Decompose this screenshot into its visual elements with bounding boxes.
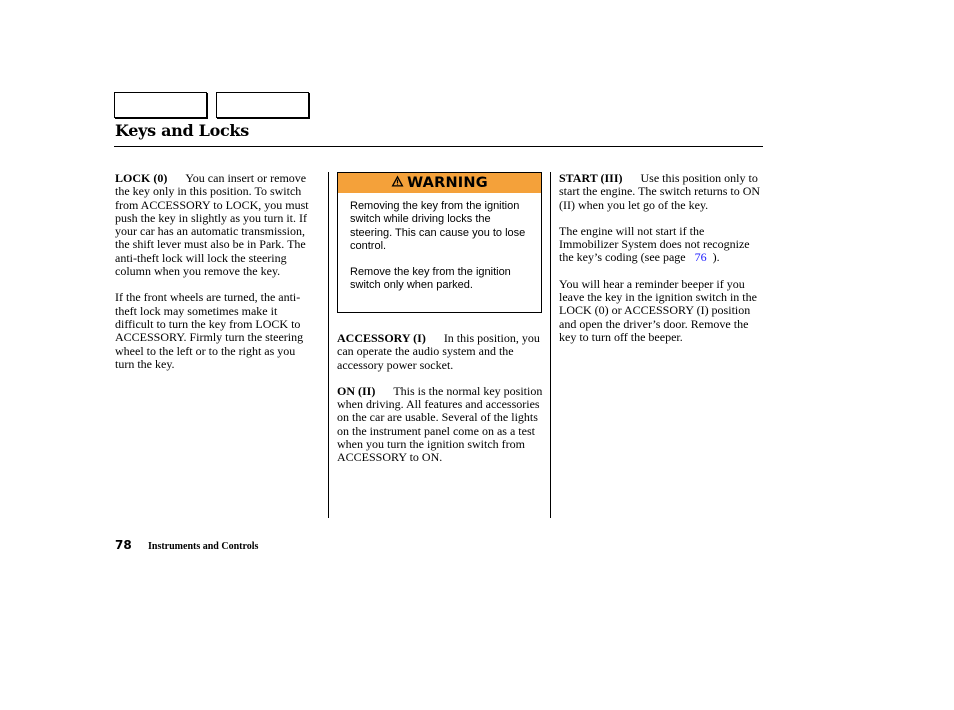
column-left [115, 172, 317, 384]
warning-header [338, 173, 541, 193]
lock-text: You can insert or remove the key only in this position. To switch from ACCESSORY to LOCK, you must push the key in slightly as you turn it. If your car has an automatic transmission, the shift lever must also be in Park. The anti-theft lock will lock the steering column when you remove the key. [115, 171, 309, 279]
immobilizer-end: ). [712, 250, 720, 265]
immobilizer-text: The engine will not start if the Immobilizer System does not recognize the key’s coding (see page [559, 223, 750, 265]
warning-paragraph: Remove the key from the ignition switch only when parked. [350, 266, 511, 292]
start-label: START (III) [559, 171, 623, 185]
paragraph-accessory [337, 332, 545, 372]
paragraph-front-wheels: If the front wheels are turned, the anti-theft lock may sometimes make it difficult to turn the key from LOCK to ACCESSORY. Firmly turn the steering wheel to the left or to the right as you turn the key. [115, 290, 304, 371]
page-link[interactable]: 76 [694, 250, 707, 265]
title-rule [114, 146, 763, 147]
column-divider [328, 172, 329, 518]
warning-heading: WARNING [407, 175, 488, 191]
on-label: ON (II) [337, 383, 376, 398]
warning-body [338, 193, 541, 293]
section-name: Instruments and Controls [148, 541, 259, 552]
paragraph-beeper: You will hear a reminder beeper if you leave the key in the ignition switch in the LOCK (0) or ACCESSORY (I) position and open the driver’s door. Remove the key to turn off the beeper. [559, 276, 757, 344]
paragraph-start [559, 172, 762, 212]
on-text: This is the normal key position when driving. All features and accessories on the car are usable. Several of the lights on the instrument panel come on as a test when you turn the ignition switch from ACCESSORY to ON. [337, 383, 543, 465]
warning-paragraph: Removing the key from the ignition switch while driving locks the steering. This can cause you to lose control. [350, 200, 526, 252]
paragraph-immobilizer [559, 225, 762, 265]
paragraph-lock [115, 172, 317, 278]
column-right [559, 172, 762, 357]
column-middle [337, 332, 545, 478]
warning-box [337, 172, 542, 313]
accessory-label: ACCESSORY (I) [337, 331, 426, 345]
accessory-text: In this position, you can operate the audio system and the accessory power socket. [337, 331, 540, 372]
page-title: Keys and Locks [115, 121, 249, 140]
warning-triangle-icon [391, 175, 407, 191]
next-page-button[interactable] [216, 92, 309, 118]
column-divider [550, 172, 551, 518]
lock-label: LOCK (0) [115, 171, 168, 185]
start-text: Use this position only to start the engine. The switch returns to ON (II) when you let go of the key. [559, 171, 761, 212]
previous-page-button[interactable] [114, 92, 207, 118]
paragraph-on [337, 385, 545, 465]
page-number: 78 [115, 538, 132, 552]
